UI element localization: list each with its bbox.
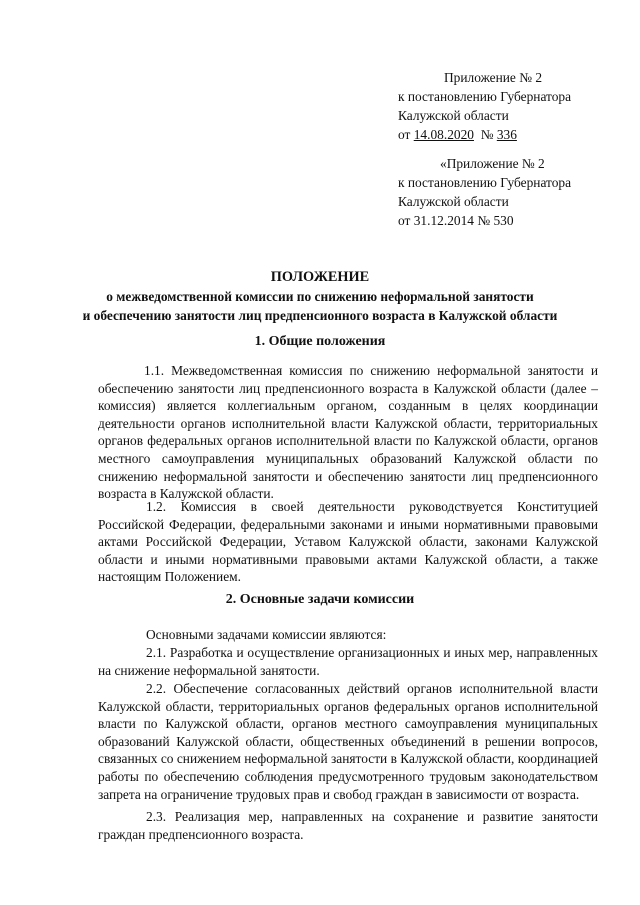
appendix-title: Приложение № 2 [444, 70, 543, 85]
appendix-header-original [398, 154, 571, 230]
original-appendix-resolution-ref: к постановлению Губернатора [398, 175, 572, 190]
appendix-region: Калужской области [398, 108, 509, 123]
appendix-header-current [398, 68, 571, 144]
title-line-3: и обеспечению занятости лиц предпенсионного возраста в Калужской области [82, 308, 558, 323]
original-appendix-date-line: от 31.12.2014 № 530 [398, 213, 514, 228]
title-line-2: о межведомственной комиссии по снижению неформальной занятости [106, 289, 534, 304]
original-appendix-region: Калужской области [398, 194, 509, 209]
section-1-heading: 1. Общие положения [254, 334, 386, 349]
appendix-number-prefix: № [480, 127, 497, 142]
paragraph-1-2: 1.2. Комиссия в своей деятельности руководствуется Конституцией Российской Федерации, федеральными законами и иными нормативными правовыми актами Российской Федерации, Уставом Калужской области, законами Калужской области и иными нормативными правовыми актами Калужской области, а также настоящим Положением. [98, 499, 598, 585]
appendix-resolution-ref: к постановлению Губернатора [398, 89, 572, 104]
document-title [0, 268, 640, 325]
original-appendix-title: «Приложение № 2 [440, 156, 545, 171]
section-2-intro: Основными задачами комиссии являются: [146, 627, 387, 642]
section-2-heading: 2. Основные задачи комиссии [225, 592, 415, 607]
paragraph-2-3: 2.3. Реализация мер, направленных на сохранение и развитие занятости граждан предпенсионного возраста. [98, 809, 598, 842]
paragraph-1-1: 1.1. Межведомственная комиссия по снижению неформальной занятости и обеспечению занятости лиц предпенсионного возраста в Калужской области (далее – комиссия) является коллегиальным органом, созданным в целях координации деятельности органов исполнительной власти Калужской области, территориальных органов федеральных органов исполнительной власти по Калужской области, органов местного самоуправления муниципальных образований Калужской области по снижению неформальной занятости и обеспечению занятости лиц предпенсионного возраста в Калужской области. [98, 363, 598, 502]
appendix-date-line [398, 125, 571, 144]
title-main: ПОЛОЖЕНИЕ [270, 269, 370, 285]
appendix-date-prefix: от [398, 127, 414, 142]
appendix-date: 14.08.2020 [413, 127, 474, 142]
paragraph-2-1: 2.1. Разработка и осуществление организационных и иных мер, направленных на снижение неформальной занятости. [98, 645, 598, 678]
appendix-number: 336 [496, 127, 517, 142]
paragraph-2-2: 2.2. Обеспечение согласованных действий органов исполнительной власти Калужской области, территориальных органов федеральных органов исполнительной власти по Калужской области, органов местного самоуправления муниципальных образований Калужской области, общественных объединений в решении вопросов, связанных со снижением неформальной занятости в Калужской области, координацией работы по обеспечению соблюдения предусмотренного трудовым законодательством запрета на ограничение трудовых прав и свобод граждан в зависимости от возраста. [98, 681, 598, 802]
